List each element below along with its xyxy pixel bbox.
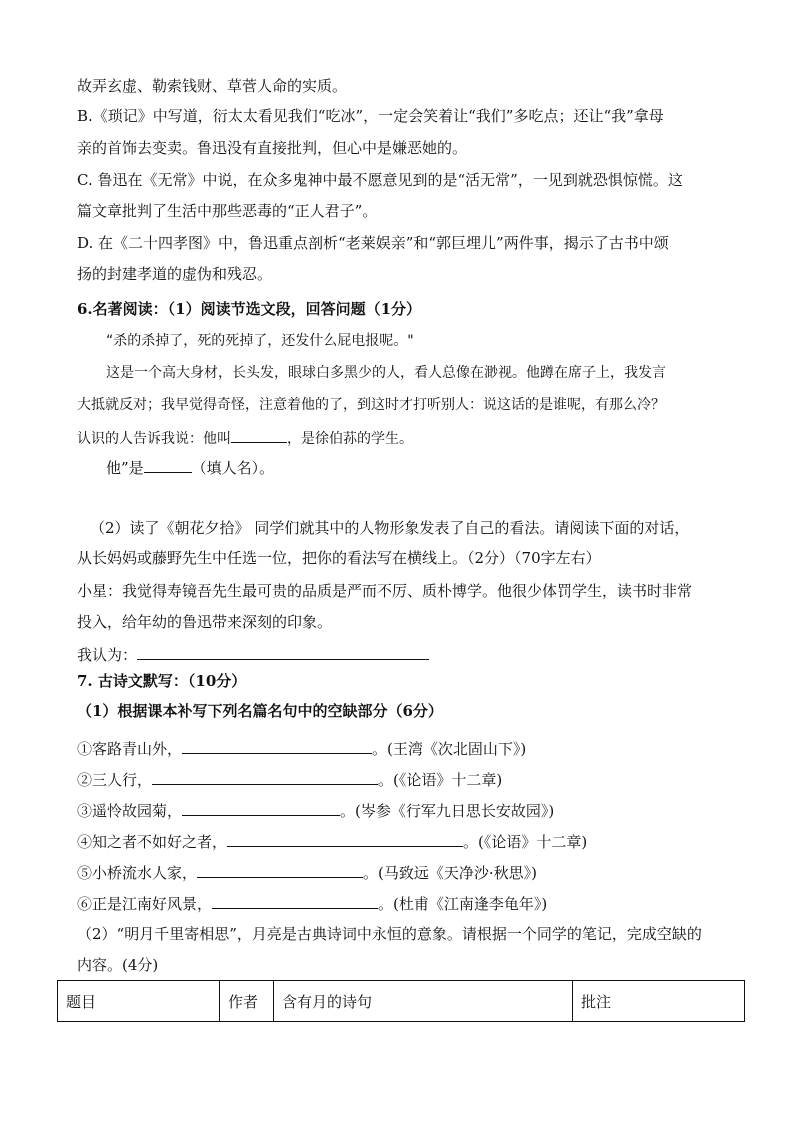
q6-passage-line-3-start: 认识的人告诉我说：他叫 — [77, 431, 231, 447]
option-b-line-1: B.《琐记》中写道，衍太太看见我们“吃冰”，一定会笑着让“我们”多吃点；还让“我”拿母 — [77, 107, 664, 125]
xiaoxing-line-1: 小星：我觉得寿镜吾先生最可贵的品质是严而不厉、质朴博学。他很少体罚学生，读书时非常 — [77, 582, 693, 600]
q6-part2-line-1: （2）读了《朝花夕拾》 同学们就其中的人物形象发表了自己的看法。请阅读下面的对话， — [90, 519, 690, 537]
xiaoxing-line-2: 投入，给年幼的鲁迅带来深刻的印象。 — [77, 613, 333, 631]
header-cell-title: 题目 — [58, 981, 220, 1022]
poem-item-2 — [77, 768, 502, 790]
option-d-line-1: D. 在《二十四孝图》中，鲁迅重点剖析“老莱娱亲”和“郭巨埋儿”两件事，揭示了古书中颂 — [77, 234, 669, 252]
q7-heading: 7. 古诗文默写：（10分） — [77, 672, 247, 690]
poem-item-5 — [77, 861, 537, 883]
poem-item-post: 。(《论语》十二章) — [463, 833, 588, 851]
q6-passage-line-3-end: ，是徐伯荪的学生。 — [287, 431, 413, 447]
poem-item-post: 。(岑参《行军九日思长安故园》) — [340, 802, 555, 820]
poem-item-pre: ③遥怜故园菊， — [77, 802, 183, 820]
q6-answer-suffix: （填人名）。 — [191, 459, 275, 477]
poem-blank[interactable] — [197, 861, 363, 878]
table-header-row — [58, 981, 745, 1022]
moon-poem-table — [57, 980, 745, 1022]
poem-item-post: 。(《论语》十二章) — [378, 771, 503, 789]
poem-item-post: 。(杜甫《江南逢李龟年》) — [378, 895, 548, 913]
poem-item-pre: ⑥正是江南好风景， — [77, 895, 213, 913]
q6-passage-line-2: 大抵就反对；我早觉得奇怪，注意着他的了，到这时才打听别人：说这话的是谁呢，有那么冷？ — [77, 397, 665, 413]
poem-blank[interactable] — [182, 737, 372, 754]
option-b-line-2: 亲的首饰去变卖。鲁迅没有直接批判，但心中是嫌恶她的。 — [77, 139, 468, 157]
option-c-line-2: 篇文章批判了生活中那些恶毒的“正人君子”。 — [77, 202, 378, 220]
poem-blank[interactable] — [152, 768, 378, 785]
poem-blank[interactable] — [212, 892, 378, 909]
q6-quote: “杀的杀掉了，死的死掉了，还发什么屁电报呢。" — [106, 333, 414, 349]
poem-item-pre: ⑤小桥流水人家， — [77, 864, 198, 882]
option-d-line-2: 扬的封建孝道的虚伪和残忍。 — [77, 265, 273, 283]
q6-heading: 6.名著阅读：（1）阅读节选文段，回答问题（1分） — [77, 300, 422, 318]
q6-passage-line-3 — [77, 426, 413, 449]
poem-item-post: 。(马致远《天净沙·秋思》) — [363, 864, 537, 882]
poem-item-1 — [77, 737, 526, 759]
q6-part2-line-2: 从长妈妈或藤野先生中任选一位，把你的看法写在横线上。（2分）（70字左右） — [77, 549, 601, 567]
poem-blank[interactable] — [182, 799, 340, 816]
my-view-blank[interactable] — [137, 643, 429, 660]
q6-name-blank[interactable] — [231, 426, 287, 443]
poem-item-4 — [77, 830, 587, 852]
option-a-tail: 故弄玄虚、勒索钱财、草菅人命的实质。 — [77, 77, 348, 95]
q6-answer-line — [106, 456, 274, 478]
poem-blank[interactable] — [227, 830, 463, 847]
poem-item-pre: ④知之者不如好之者， — [77, 833, 228, 851]
my-view-line — [77, 643, 429, 665]
poem-item-6 — [77, 892, 547, 914]
poem-item-pre: ①客路青山外， — [77, 740, 183, 758]
my-view-label: 我认为： — [77, 646, 138, 664]
q7-sub2-line-2: 内容。(4分) — [77, 956, 159, 974]
q7-sub2-line-1: （2）“明月千里寄相思”，月亮是古典诗词中永恒的意象。请根据一个同学的笔记，完成空缺的 — [77, 925, 702, 943]
q6-passage-line-1: 这是一个高大身材，长头发，眼球白多黑少的人，看人总像在渺视。他蹲在席子上，我发言 — [106, 365, 666, 381]
poem-item-3 — [77, 799, 554, 821]
poem-item-post: 。(王湾《次北固山下》) — [372, 740, 527, 758]
poem-item-pre: ②三人行， — [77, 771, 153, 789]
q7-sub1-heading: （1）根据课本补写下列名篇名句中的空缺部分（6分） — [77, 702, 443, 720]
header-cell-poem-line: 含有月的诗句 — [274, 981, 573, 1022]
q6-answer-blank[interactable] — [144, 456, 192, 473]
header-cell-author: 作者 — [220, 981, 274, 1022]
q6-answer-prefix: 他”是 — [106, 459, 144, 477]
option-c-line-1: C. 鲁迅在《无常》中说，在众多鬼神中最不愿意见到的是“活无常”，一见到就恐惧惊慌。这 — [77, 171, 683, 189]
header-cell-notes: 批注 — [573, 981, 745, 1022]
